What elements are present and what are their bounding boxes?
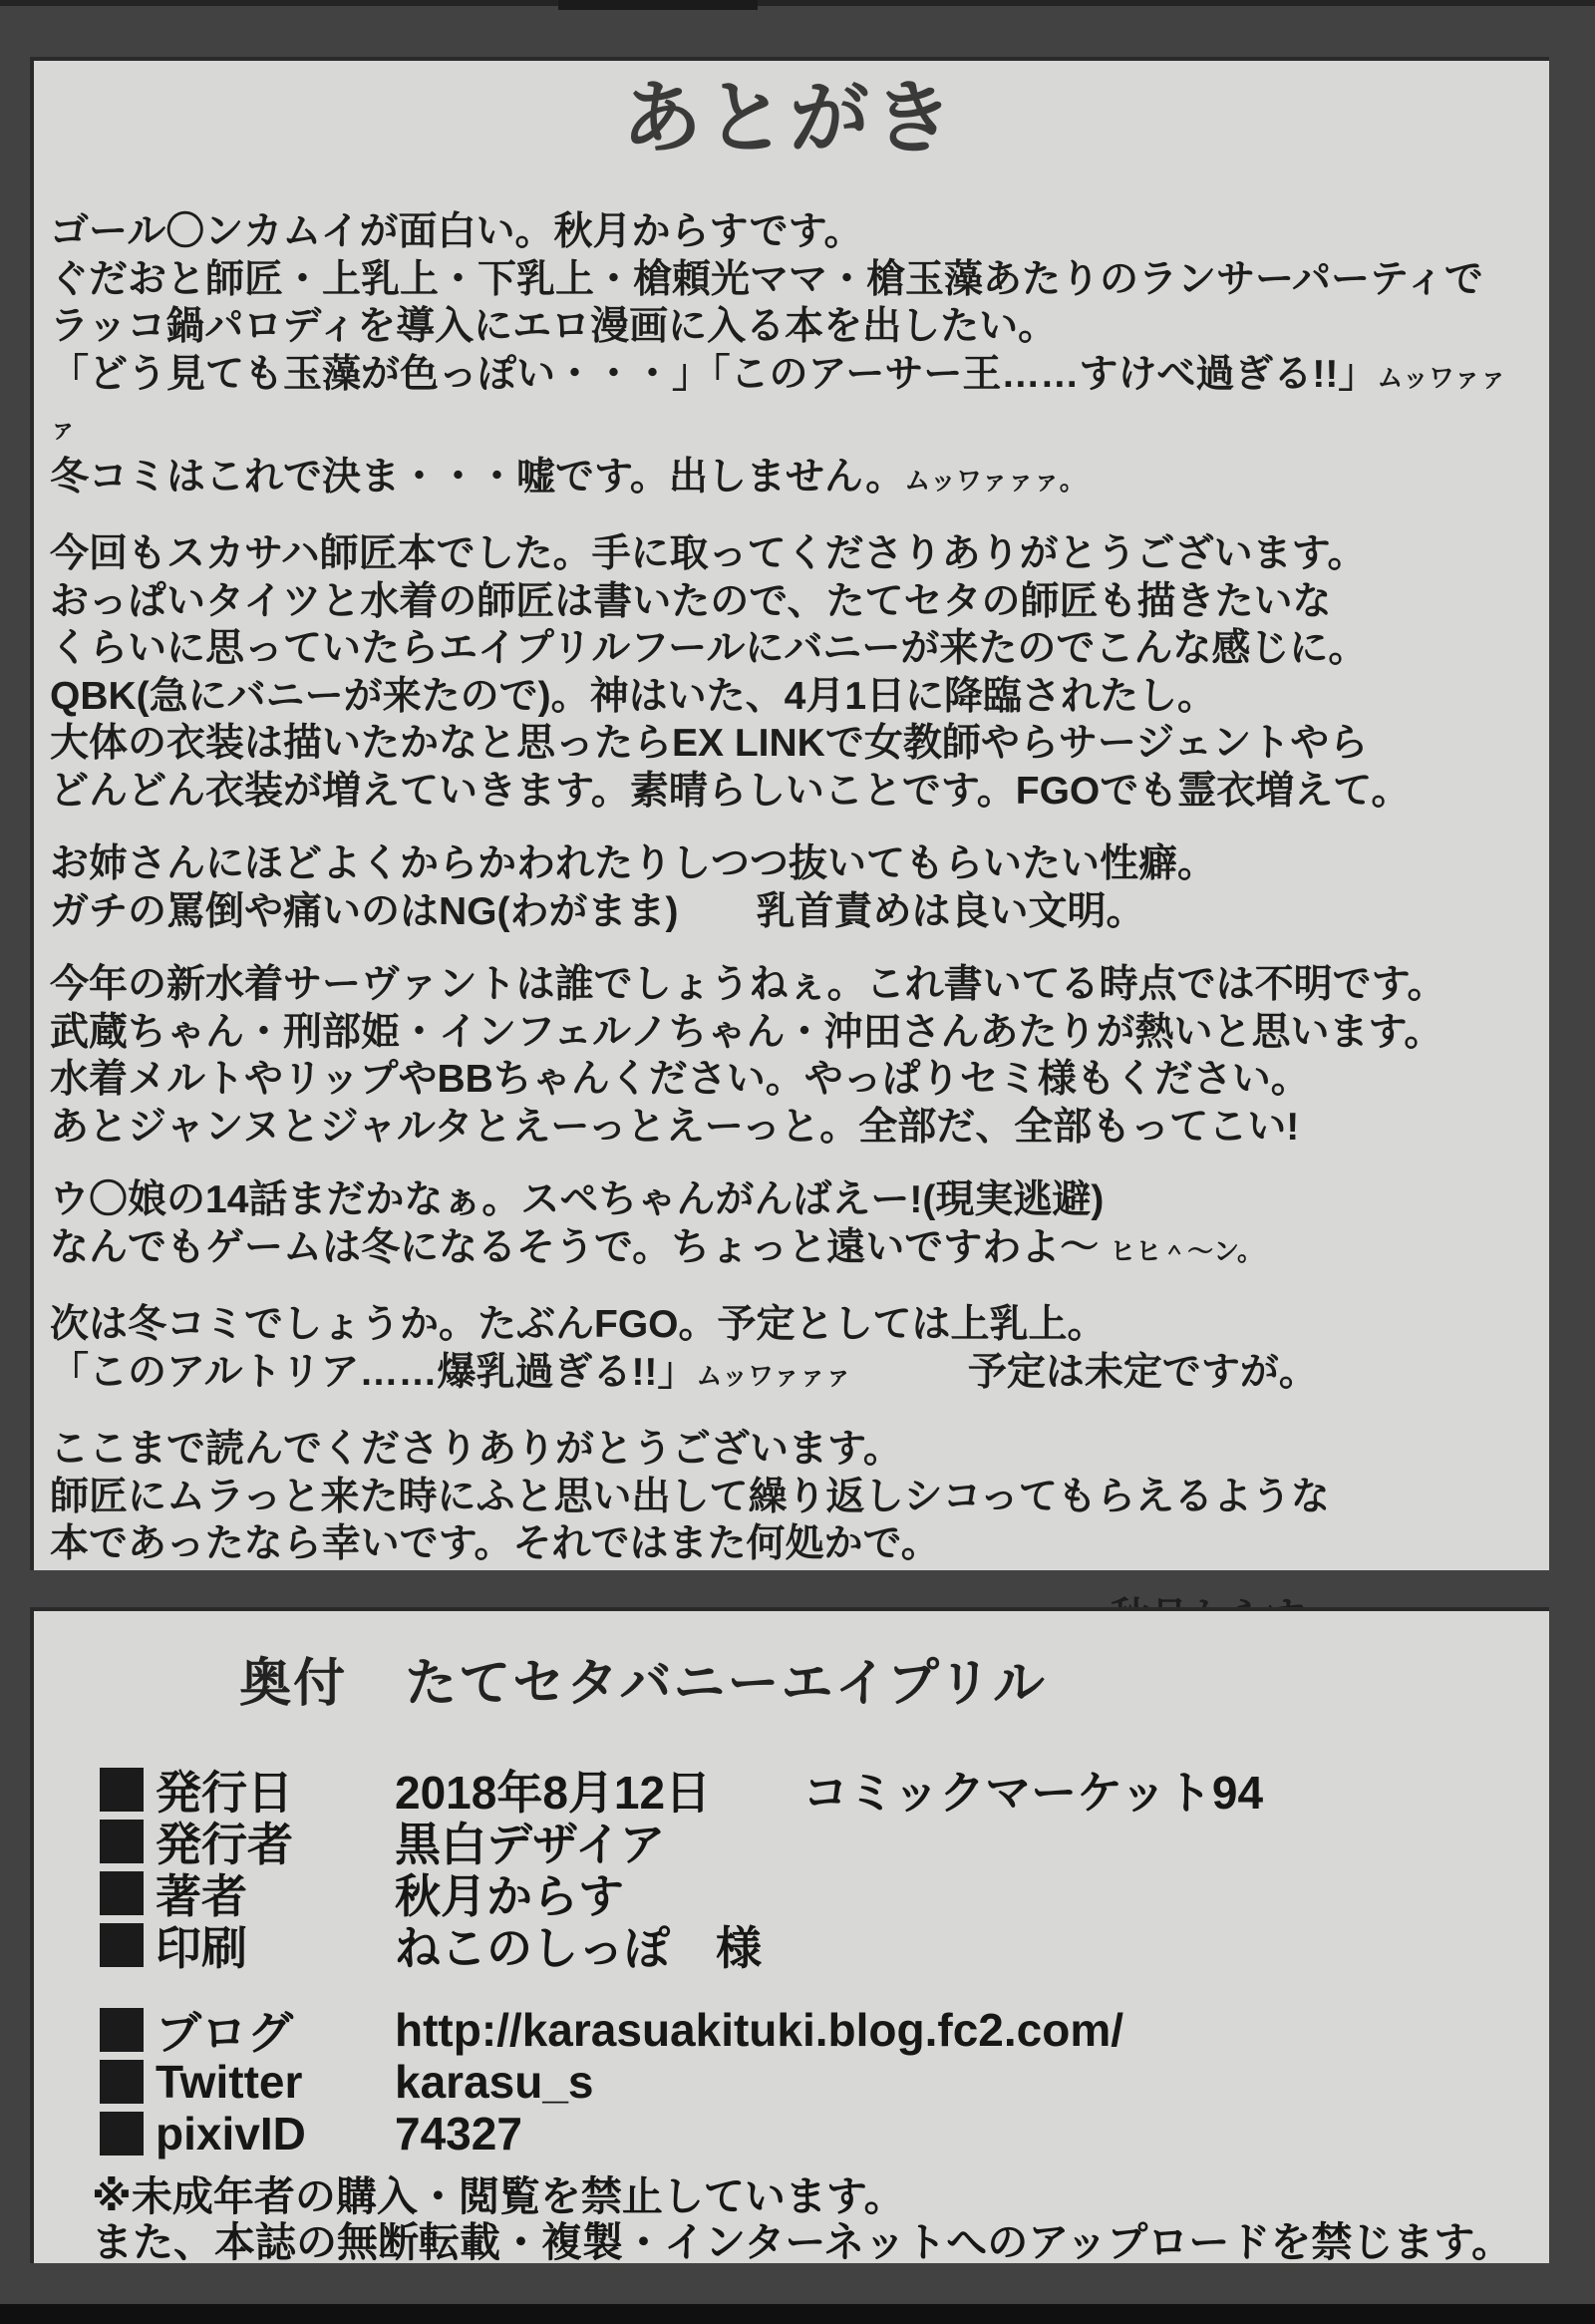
text-line	[50, 1349, 1529, 1401]
text-line: ウ〇娘の14話まだかなぁ。スペちゃんがんばえー!(現実逃避)	[50, 1178, 1105, 1221]
text-line: 今回もスカサハ師匠本でした。手に取ってくださりありがとうございます。	[50, 532, 1367, 575]
colophon-link-rows	[30, 2004, 1549, 2159]
bullet-square-icon	[100, 2060, 144, 2104]
text-segment: 予定は未定ですが。	[850, 1350, 1318, 1394]
age-restriction-notice	[30, 2173, 1549, 2265]
paragraph	[50, 1426, 1529, 1568]
scan-edge-bottom	[0, 2304, 1595, 2324]
scan-edge-notch	[558, 0, 758, 10]
paragraph	[50, 961, 1529, 1151]
text-segment-small: ムッワァァァ	[696, 1360, 851, 1391]
text-line: ゴール〇ンカムイが面白い。秋月からすです。	[50, 210, 863, 253]
text-line	[50, 351, 1529, 454]
afterword-body	[30, 208, 1549, 1641]
afterword-title: あとがき	[622, 74, 957, 163]
text-segment-small: ムッワァァァ	[50, 362, 1506, 444]
text-line	[50, 1224, 1529, 1276]
colophon-section	[30, 1607, 1549, 2263]
bullet-square-icon	[100, 1871, 144, 1915]
paragraph	[50, 208, 1529, 504]
text-line: くらいに思っていたらエイプリルフールにバニーが来たのでこんな感じに。	[50, 627, 1368, 670]
text-line: また、本誌の無断転載・複製・インターネットへのアップロードを禁じます。	[92, 2219, 1513, 2265]
paragraph	[50, 1301, 1529, 1400]
text-segment: 「どう見ても玉藻が色っぽい・・・」「このアーサー王……すけべ過ぎる!!」	[50, 352, 1378, 396]
text-line: ぐだおと師匠・上乳上・下乳上・槍頼光ママ・槍玉藻あたりのランサーパーティで	[50, 257, 1483, 301]
colophon-row-value: ねこのしっぽ 様	[395, 1922, 762, 1974]
colophon-row-label: 印刷	[156, 1922, 247, 1974]
text-line: 師匠にムラっと来た時にふと思い出して繰り返しシコってもらえるような	[50, 1475, 1330, 1518]
colophon-row	[100, 2004, 1549, 2059]
text-line: 今年の新水着サーヴァントは誰でしょうねぇ。これ書いてる時点では不明です。	[50, 963, 1446, 1006]
text-segment: 「このアルトリア……爆乳過ぎる!!」	[50, 1350, 697, 1394]
colophon-row	[100, 2108, 1549, 2159]
bullet-square-icon	[100, 1820, 144, 1863]
text-line: 武蔵ちゃん・刑部姫・インフェルノちゃん・沖田さんあたりが熱いと思います。	[50, 1010, 1443, 1054]
colophon-row-label: 発行日	[156, 1767, 293, 1819]
colophon-row-label: pixivID	[156, 2108, 306, 2159]
text-line: ガチの罵倒や痛いのはNG(わがまま) 乳首責めは良い文明。	[50, 889, 1145, 933]
text-line: お姉さんにほどよくからかわれたりしつつ抜いてもらいたい性癖。	[50, 842, 1217, 885]
blog-url: http://karasuakituki.blog.fc2.com/	[395, 2004, 1124, 2056]
text-line: 大体の衣装は描いたかなと思ったらEX LINKで女教師やらサージェントやら	[50, 722, 1369, 765]
colophon-row-label: 発行者	[156, 1819, 293, 1870]
colophon-title	[30, 1641, 1256, 1716]
text-line: 水着メルトやリップやBBちゃんください。やっぱりセミ様もください。	[50, 1058, 1310, 1101]
text-line: どんどん衣装が増えていきます。素晴らしいことです。FGOでも霊衣増えて。	[50, 769, 1411, 813]
colophon-row-label: Twitter	[156, 2056, 303, 2108]
colophon-row-label: ブログ	[156, 2007, 293, 2059]
text-segment-small: ムッワァァァ。	[904, 465, 1086, 496]
colophon-row	[100, 2056, 1549, 2108]
colophon-row-value: 黒白デザイア	[395, 1819, 666, 1870]
colophon-title-label: 奥付	[239, 1655, 348, 1713]
afterword-section	[30, 57, 1549, 1570]
text-line: あとジャンヌとジャルタとえーっとえーっと。全部だ、全部もってこい!	[50, 1105, 1300, 1149]
bullet-square-icon	[100, 1768, 144, 1812]
text-line: 次は冬コミでしょうか。たぶんFGO。予定としては上乳上。	[50, 1303, 1107, 1346]
text-line: ここまで読んでくださりありがとうございます。	[50, 1428, 902, 1471]
colophon-book-title: たてセタバニーエイプリル	[405, 1655, 1047, 1713]
twitter-handle: karasu_s	[395, 2056, 594, 2108]
text-line: おっぱいタイツと水着の師匠は書いたので、たてセタの師匠も描きたいな	[50, 579, 1332, 623]
text-segment-small: ヒヒ＾～ン。	[1110, 1235, 1263, 1266]
colophon-row-value: 秋月からす	[395, 1870, 624, 1922]
colophon-rows	[30, 1764, 1549, 1974]
colophon-row	[100, 1919, 1549, 1974]
colophon-row-label: 著者	[156, 1870, 247, 1922]
scan-edge-top	[0, 0, 1595, 6]
text-line: ※未成年者の購入・閲覧を禁止しています。	[92, 2173, 905, 2219]
paragraph	[50, 530, 1529, 815]
text-line: 本であったなら幸いです。それではまた何処かで。	[50, 1522, 940, 1565]
bullet-square-icon	[100, 2112, 144, 2156]
bullet-square-icon	[100, 2008, 144, 2052]
paragraph	[50, 840, 1529, 935]
text-segment: 冬コミはこれで決ま・・・嘘です。出しません。	[50, 455, 905, 498]
text-line: QBK(急にバニーが来たので)。神はいた、4月1日に降臨されたし。	[50, 674, 1217, 718]
paragraph	[50, 1176, 1529, 1275]
pixiv-id: 74327	[395, 2108, 522, 2159]
text-line: ラッコ鍋パロディを導入にエロ漫画に入る本を出したい。	[50, 305, 1058, 348]
text-segment: なんでもゲームは冬になるそうで。ちょっと遠いですわよ～	[50, 1225, 1111, 1269]
bullet-square-icon	[100, 1923, 144, 1967]
text-line	[50, 454, 1529, 505]
colophon-row-value: 2018年8月12日 コミックマーケット94	[395, 1767, 1264, 1819]
